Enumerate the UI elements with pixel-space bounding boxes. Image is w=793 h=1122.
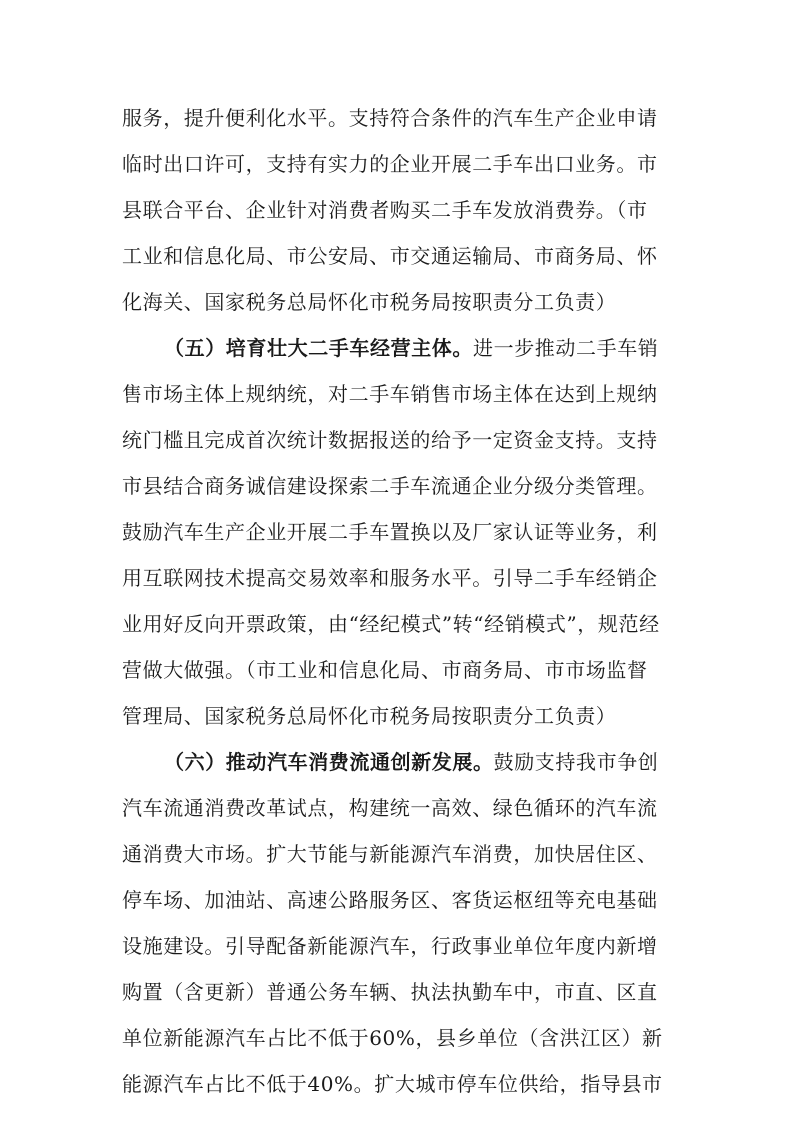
- text-line: 县联合平台、企业针对消费者购买二手车发放消费券。（市: [122, 198, 648, 222]
- section-five-heading: （五）培育壮大二手车经营主体。: [164, 336, 473, 360]
- section-six-first-line: [164, 744, 674, 780]
- section-six-heading: （六）推动汽车消费流通创新发展。: [164, 750, 494, 774]
- text-line: 营做大做强。（市工业和信息化局、市商务局、市市场监督: [122, 658, 648, 682]
- text-line: 用互联网技术提高交易效率和服务水平。引导二手车经销企: [122, 566, 658, 590]
- text-line: 管理局、国家税务总局怀化市税务局按职责分工负责）: [122, 704, 617, 728]
- text-line: 设施建设。引导配备新能源汽车，行政事业单位年度内新增: [122, 934, 658, 958]
- text-line: 临时出口许可，支持有实力的企业开展二手车出口业务。市: [122, 152, 658, 176]
- text-line: 服务，提升便利化水平。支持符合条件的汽车生产企业申请: [122, 106, 658, 130]
- text-line: 化海关、国家税务总局怀化市税务局按职责分工负责）: [122, 290, 617, 314]
- section-five-first-line: [164, 330, 674, 366]
- section-five-text: 进一步推动二手车销: [473, 336, 659, 360]
- text-line: 通消费大市场。扩大节能与新能源汽车消费，加快居住区、: [122, 842, 658, 866]
- text-line: 汽车流通消费改革试点，构建统一高效、绿色循环的汽车流: [122, 796, 658, 820]
- text-line: 鼓励汽车生产企业开展二手车置换以及厂家认证等业务，利: [122, 520, 658, 544]
- text-line: 购置（含更新）普通公务车辆、执法执勤车中，市直、区直: [122, 980, 658, 1004]
- text-line: 统门槛且完成首次统计数据报送的给予一定资金支持。支持: [122, 428, 658, 452]
- text-line: 市县结合商务诚信建设探索二手车流通企业分级分类管理。: [122, 474, 658, 498]
- text-line: 单位新能源汽车占比不低于60%，县乡单位（含洪江区）新: [122, 1026, 663, 1050]
- text-line: 业用好反向开票政策，由“经纪模式”转“经销模式”，规范经: [122, 612, 660, 636]
- section-six-text: 鼓励支持我市争创: [493, 750, 659, 774]
- text-line: 工业和信息化局、市公安局、市交通运输局、市商务局、怀: [122, 244, 658, 268]
- text-line: 能源汽车占比不低于40%。扩大城市停车位供给，指导县市: [122, 1072, 663, 1096]
- text-line: 停车场、加油站、高速公路服务区、客货运枢纽等充电基础: [122, 888, 658, 912]
- text-line: 售市场主体上规纳统，对二手车销售市场主体在达到上规纳: [122, 382, 658, 406]
